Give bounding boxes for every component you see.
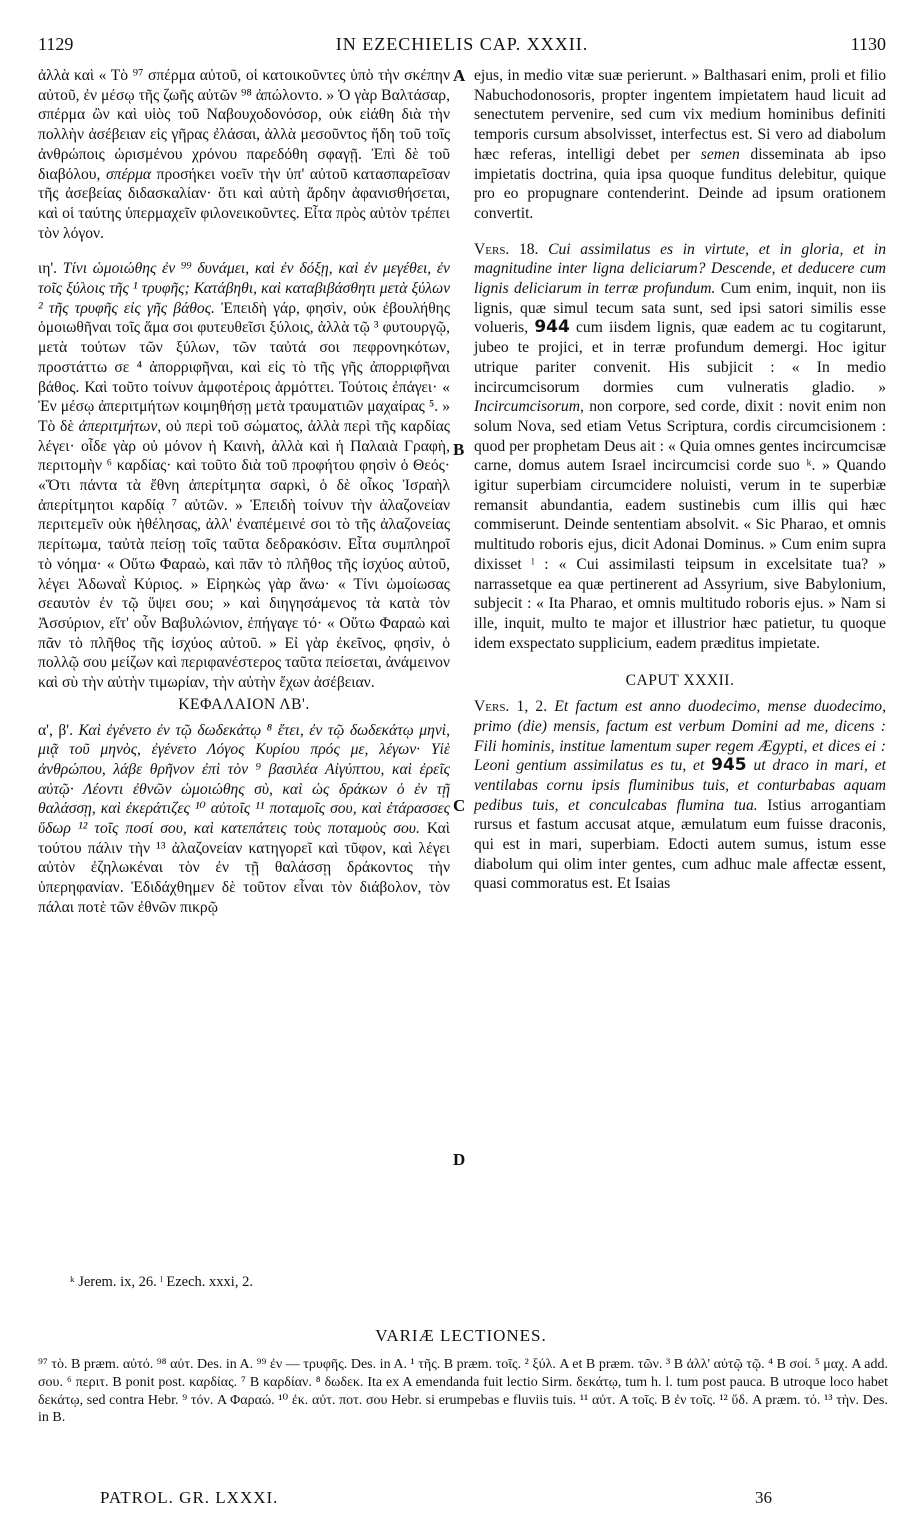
section-marker-d: D [453, 1150, 466, 1169]
latin-paragraph-3: Vers. 1, 2. Et factum est anno duodecimo, mense duodecimo, primo (die) mensis, factum est verbum Domini ad me, dicens : Fili hominis, institue lamentum super regem Ægypti, et dices ei : Leoni gentium assimilatus es tu, et 945 ut draco in mari, et ventilabas cornu ipsis fluminibus tuis, et conturbabas aquam pedibus tuis, et conculcabas flumina tua. Istius arrogantiam rursus et fastum accusat atque, æmulatum eum fuisse draconis, qui est in mari, superbiam. Edocti autem sumus, istum esse diabolum qui olim inter gentes, cum adhuc male affectæ essent, quasi commoratus est. Et Isaias [474, 698, 886, 893]
section-marker-a: A [453, 66, 466, 85]
scripture-footnotes: ᵏ Jerem. ix, 26. ˡ Ezech. xxxi, 2. [70, 1274, 253, 1290]
latin-paragraph-1: ejus, in medio vitæ suæ perierunt. » Balthasari enim, proli et filio Nabuchodonosoris, propter ingentem impietatem haud licuit ad senectutem pervenire, sed cum vix medium hominibus definiti temporis cursum absolvisset, interfectus est. Si vero ad diabolum hæc referas, intelligi debet per semen disseminata ab ipso impietatis doctrina, quia ipsa quoque funditus delebitur, quique pro eo propugnare contenderint. Deinde ad ipsum orationem convertit. [474, 67, 886, 222]
page-number-right: 1130 [850, 34, 886, 54]
variae-lectiones-text: ⁹⁷ τὸ. B præm. αὐτό. ⁹⁸ αὐτ. Des. in A. ⁹⁹ ἐν — τρυφῆς. Des. in A. ¹ τῆς. B præm. τοῖς. ² ξύλ. A et B præm. τῶν. ³ B ἀλλ' αὐτῷ τῷ. ⁴ B σοί. ⁵ μαχ. A add. σου. ⁶ περιτ. B ponit post. καρδίας. ⁷ B καρδίαν. ⁸ δωδεκ. Ita ex A emendanda fuit lectio Sirm. δεκάτῳ, tum h. l. tum post pauca. B utroque loco habet δεκάτῳ, sed contra Hebr. ⁹ τόν. A Φαραώ. ¹⁰ ἐκ. αὐτ. ποτ. σου Hebr. si erumpebas e fluviis tuis. ¹¹ αὐτ. A τοῖς. B ἐν τοῖς. ¹² ὕδ. A præm. τό. ¹³ τὴν. Des. in B. [38, 1357, 888, 1426]
sheet-number: 36 [755, 1488, 772, 1507]
section-marker-c: C [453, 796, 466, 815]
greek-paragraph-1: ἀλλὰ καὶ « Τὸ ⁹⁷ σπέρμα αὐτοῦ, οἱ κατοικοῦντες ὑπὸ τὴν σκέπην αὐτοῦ, ἐν μέσῳ τῆς ζωῆς αὐτῶν ⁹⁸ ἀπώλοντο. » Ὁ γὰρ Βαλτάσαρ, σπέρμα ὢν καὶ υἱὸς τοῦ Ναβουχοδονόσορ, οὐκ εἰάθη διὰ τὴν πολλὴν ἀσέβειαν εἰς γῆρας ἐλάσαι, ἀλλὰ μεσοῦντος ἤδη τοῦ τοῖς ἀνθρώποις ὡρισμένου χρόνου παρεδόθη σφαγῇ. Ἐπὶ δὲ τοῦ διαβόλου, σπέρμα προσήκει νοεῖν τὴν ὑπ' αὐτοῦ κατασπαρεῖσαν τῆς ἀσεβείας διδασκαλίαν· ὅτι καὶ αὐτὴ ἄρδην ἀφανισθήσεται, καὶ οἱ ταύτης ὑπερμαχεῖν φιλονεικοῦντες. Εἶτα πρὸς αὐτὸν τρέπει τὸν λόγον. [38, 67, 450, 242]
signature-mark: PATROL. GR. LXXXI. [100, 1488, 279, 1507]
latin-chapter-heading: CAPUT XXXII. [625, 672, 735, 690]
variae-lectiones-title: VARIÆ LECTIONES. [375, 1326, 547, 1345]
column-number-944: 944 [534, 317, 570, 338]
greek-paragraph-3: α', β'. Καὶ ἐγένετο ἐν τῷ δωδεκάτῳ ⁸ ἔτει, ἐν τῷ δωδεκάτῳ μηνὶ, μιᾷ τοῦ μηνὸς, ἐγένετο Λόγος Κυρίου πρός με, λέγων· Υἱὲ ἀνθρώπου, λάβε θρῆνον ἐπὶ τὸν ⁹ βασιλέα Αἰγύπτου, καὶ ἐρεῖς αὐτῷ· Λέοντι ἐθνῶν ὡμοιώθης σὺ, καὶ ὡς δράκων ὁ ἐν τῇ θαλάσσῃ, καὶ ἐκεράτιζες ¹⁰ αὐτοῖς ¹¹ ποταμοῖς σου, καὶ ἐτάρασσες ὕδωρ ¹² τοῖς ποσί σου, καὶ κατεπάτεις τοὺς ποταμοὺς σου. Καὶ τούτου πάλιν τὴν ¹³ ἀλαζονείαν κατηγορεῖ καὶ τῦφον, καὶ λέγει αὐτὸν ἐζηλωκέναι τὸν ἐν τῇ θαλάσσῃ δράκοντος τὴν ὑπερηφανίαν. Ἐδιδάχθημεν δὲ τοῦτον εἶναι τὸν διάβολον, τὸν πάλαι ποτὲ τῶν ἐθνῶν πικρῷ [38, 721, 450, 916]
page-footer [100, 1488, 772, 1512]
running-title: IN EZECHIELIS CAP. XXXII. [335, 34, 589, 54]
column-number-945: 945 [711, 755, 747, 776]
greek-paragraph-2: ιη'. Τίνι ὡμοιώθης ἐν ⁹⁹ δυνάμει, καὶ ἐν δόξῃ, καὶ ἐν μεγέθει, ἐν τοῖς ξύλοις τῆς ¹ τρυφῆς; Κατάβηθι, καὶ καταβιβάσθητι μετὰ ξύλων ² τῆς τρυφῆς εἰς γῆς βάθος. Ἐπειδὴ γάρ, φησὶν, οὐκ ἐβουλήθης ὁμοιωθῆναι τοῖς ἅμα σοι φυτευθεῖσι ξύλοις, ἀλλὰ τῷ ³ φυτουργῷ, μετὰ τούτων τῶν ξύλων, τῶν ταὐτά σοι πεφρονηκότων, προστάττω σε ⁴ ἀπορριφῆναι, καὶ εἰς τὸ τῆς γῆς ἀπορριφῆναι βάθος. Καὶ τοῦτο τοίνυν ἀμφοτέροις ἁρμόττει. Τούτοις ἐπάγει· « Ἐν μέσῳ ἀπεριτμήτων κοιμηθήσῃ μετὰ τραυματιῶν μαχαίρας ⁵. » Τὸ δὲ ἀπεριτμήτων, οὐ περὶ τοῦ σώματος, ἀλλὰ περὶ τῆς καρδίας λέγει· οἶδε γὰρ οὐ μόνον ἡ Καινὴ, ἀλλὰ καὶ ἡ Παλαιὰ Γραφὴ, περιτομὴν ⁶ καρδίας· καὶ τοῦτο διὰ τοῦ προφήτου φησὶν ὁ Θεός· «Ὅτι πάντα τὰ ἔθνη ἀπερίτμητα σαρκὶ, ὁ δὲ οἶκος Ἰσραὴλ ἀπερίτμητοι καρδίᾳ ⁷ αὐτῶν. » Ἐπειδὴ τοίνυν τὴν ἀλαζονείαν περιτεμεῖν οὐκ ἠθέλησας, ἀλλ' ἐναπέμεινέ σοι τὸ τῆς ἀλαζονείας περίτωμα, ταὐτὰ πείσῃ τοῖς ταῦτα δεδρακόσιν. Εἶτα συμπληροῖ τὸ νόημα· « Οὕτω Φαραὼ, καὶ πᾶν τὸ πλῆθος τῆς ἰσχύος αὐτοῦ, λέγει Ἀδωναῒ Κύριος. » Εἰρηκὼς γὰρ ἄνω· « Τίνι ὡμοίωσας σεαυτὸν ἐν τῷ ὕψει σου; » καὶ διηγησάμενος τὰ κατὰ τὸν Ἀσσύριον, εἴτ' οὖν Βαβυλώνιον, ἐπήγαγε τό· « Οὕτω Φαραὼ καὶ πᾶν τὸ πλῆθος τῆς ἰσχύος αὐτοῦ. » Εἰ γὰρ ἐκεῖνος, φησὶν, ὁ πολλῷ σου μείζων καὶ περιφανέστερος ταῦτα πείσεται, ἀνάμεινον καὶ σὺ τὴν αὐτὴν τιμωρίαν, τὴν αὐτὴν ἔχων ἀσέβειαν. [38, 260, 451, 692]
running-header [38, 34, 886, 58]
page-number-left: 1129 [38, 34, 74, 54]
greek-column [38, 66, 450, 918]
latin-paragraph-2: Vers. 18. Cui assimilatus es in virtute, et in gloria, et in magnitudine inter ligna deliciarum? Descende, et deducere cum lignis deliciarum in terræ profundum. Cum enim, inquit, non iis lignis, quæ simul tecum sata sunt, sed ipsi satori similis esse volueris, 944 cum iisdem lignis, quæ eadem ac tu cogitarunt, jubeo te projici, et in terræ profundum demergi. Hoc igitur utrique pariter convenit. His subjicit : « In medio incircumcisorum dormies cum vulneratis gladio. » Incircumcisorum, non corpore, sed corde, dixit : novit enim non solum Nova, sed etiam Vetus Scriptura, cordis circumcisionem : quod per prophetam Deus ait : « Quia omnes gentes incircumcisæ carne, domus autem Israel incircumcisi corde suo ᵏ. » Quando igitur superbiam circumcidere noluisti, verum in te superbiæ remansit abundantia, eadem sustinebis cum illis qui hæc commiserunt. Deinde sententiam absolvit. « Sic Pharao, et omnis multitudo roboris ejus, dicit Adonai Dominus. » Cum enim supra dixisset ˡ : « Cui assimilasti teipsum in excelsitate tua? » narrassetque ea quæ pertinerent ad Assyrium, sive Babylonium, subjecit : « Ita Pharao, et omnis multitudo roboris ejus. » Nam si ille, inquit, multo te major et illustrior hæc patietur, tu quoque idem exspectato supplicium, eadem præditus impietate. [474, 240, 886, 652]
latin-column [474, 66, 886, 894]
section-marker-b: B [453, 440, 465, 459]
greek-chapter-heading: ΚΕΦΑΛΑΙΟΝ ΛΒ'. [178, 695, 310, 713]
